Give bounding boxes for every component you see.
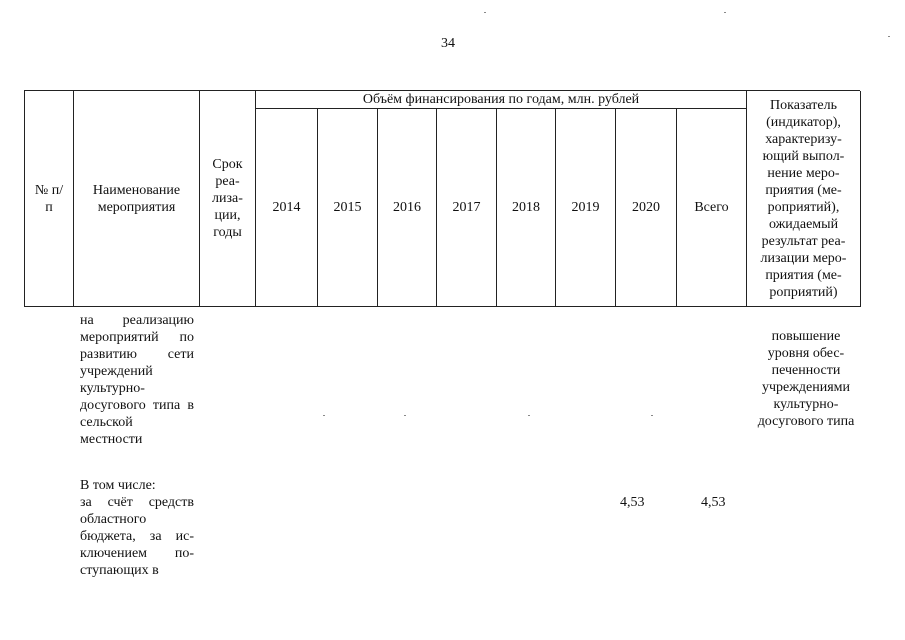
scan-speck <box>484 12 486 13</box>
header-year-2015: 2015 <box>318 109 378 307</box>
scan-speck <box>651 415 653 416</box>
scan-speck <box>323 415 325 416</box>
header-total: Всего <box>677 109 747 307</box>
header-year-2018: 2018 <box>497 109 556 307</box>
header-financing-group: Объём финансирования по годам, млн. рублей <box>256 91 747 109</box>
scan-speck <box>404 415 406 416</box>
header-year-2016: 2016 <box>378 109 437 307</box>
page-number: 34 <box>441 36 455 51</box>
header-number: № п/п <box>25 91 74 307</box>
header-year-2017: 2017 <box>437 109 497 307</box>
including-label: В том числе: <box>80 478 156 493</box>
header-activity-name: Наименование мероприятия <box>74 91 200 307</box>
value-total: 4,53 <box>701 495 726 510</box>
indicator-description: повышение уровня обес-печенности учреждениями культурно-досугового типа <box>757 329 855 429</box>
regional-budget-description: за счёт средств областного бюджета, за ис-ключением по-ступающих в <box>80 495 194 578</box>
scan-speck <box>724 12 726 13</box>
scan-speck <box>888 36 890 37</box>
header-year-2014: 2014 <box>256 109 318 307</box>
header-year-2020: 2020 <box>616 109 677 307</box>
header-term: Срок реа-лиза-ции, годы <box>200 91 256 307</box>
activity-description: на реализацию мероприятий по развитию сети учреждений культурно-досугового типа в сельской местности <box>80 313 194 447</box>
value-2020: 4,53 <box>620 495 645 510</box>
scan-speck <box>528 415 530 416</box>
header-indicator: Показатель (индикатор), характеризу-ющий выпол-нение меро-приятия (ме-роприятий), ожидаемый результат реа-лизации меро-приятия (ме-роприятий) <box>747 91 861 307</box>
table-header <box>24 90 860 307</box>
header-year-2019: 2019 <box>556 109 616 307</box>
